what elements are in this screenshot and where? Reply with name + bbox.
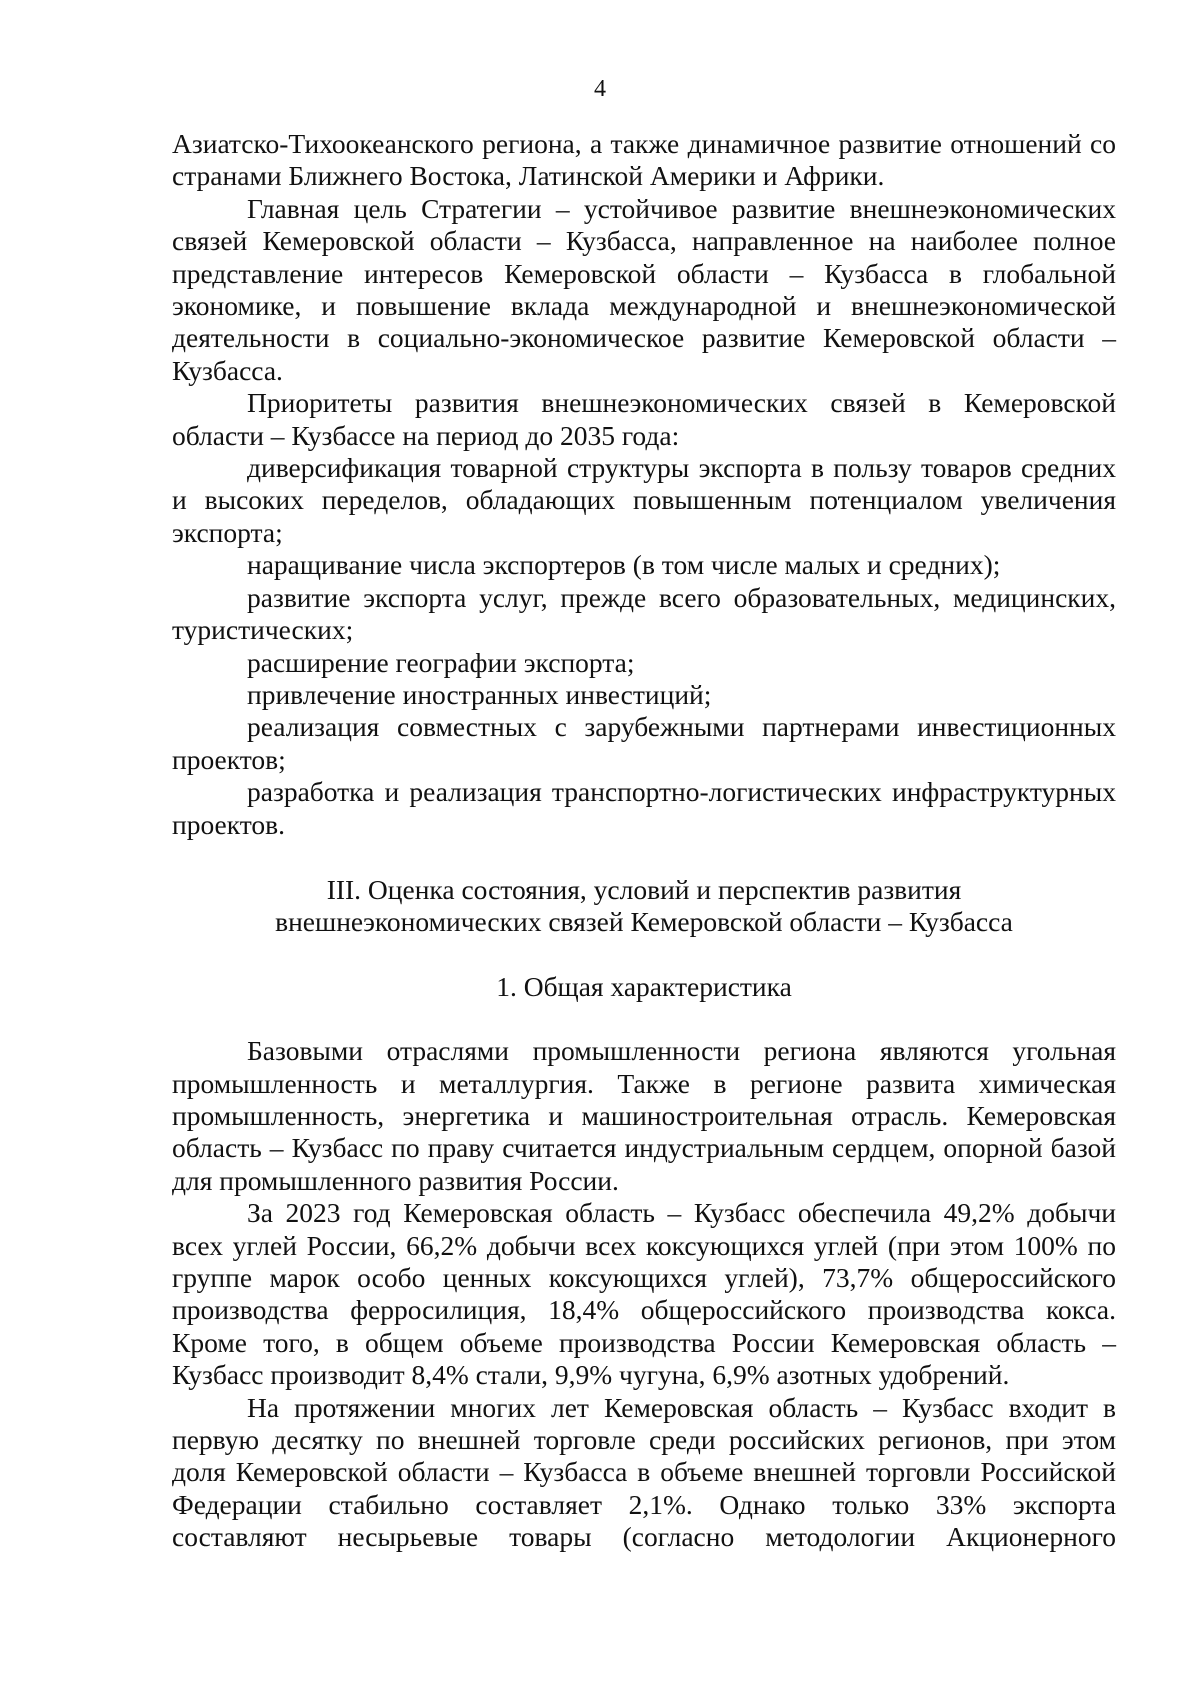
paragraph-2023-statistics: За 2023 год Кемеровская область – Кузбасс обеспечила 49,2% добычи всех углей России, 66,2% добычи всех коксующихся углей (при этом 100% по группе марок особо ценных коксующихся углей), 73,7% общероссийского производства ферросилиция, 18,4% общероссийского производства кокса. Кроме того, в общем объеме производства России Кемеровская область – Кузбасс производит 8,4% стали, 9,9% чугуна, 6,9% азотных удобрений. — [172, 1197, 1116, 1391]
priority-item-logistics: разработка и реализация транспортно-логистических инфраструктурных проектов. — [172, 776, 1116, 840]
subsection-heading: 1. Общая характеристика — [496, 970, 792, 1002]
paragraph-priorities-intro: Приоритеты развития внешнеэкономических связей в Кемеровской области – Кузбассе на период до 2035 года: — [172, 387, 1116, 451]
priority-item-investments: привлечение иностранных инвестиций; — [247, 678, 712, 710]
priority-item-diversification: диверсификация товарной структуры экспорта в пользу товаров средних и высоких переделов, обладающих повышенным потенциалом увеличения экспорта; — [172, 452, 1116, 548]
priority-item-exporters: наращивание числа экспортеров (в том числе малых и средних); — [247, 549, 1001, 581]
priority-item-joint-projects: реализация совместных с зарубежными партнерами инвестиционных проектов; — [172, 711, 1116, 775]
paragraph-foreign-trade: На протяжении многих лет Кемеровская область – Кузбасс входит в первую десятку по внешней торговле среди российских регионов, при этом доля Кемеровской области – Кузбасса в объеме внешней торговли Российской Федерации стабильно составляет 2,1%. Однако только 33% экспорта составляют несырьевые товары (согласно методологии Акционерного — [172, 1391, 1116, 1553]
spacer — [172, 939, 1116, 971]
document-body — [172, 128, 1116, 1554]
section-heading-line-2: внешнеэкономических связей Кемеровской области – Кузбасса — [275, 906, 1013, 938]
spacer — [172, 1003, 1116, 1035]
spacer — [172, 841, 1116, 874]
paragraph-industries: Базовыми отраслями промышленности региона являются угольная промышленность и металлургия. Также в регионе развита химическая промышленность, энергетика и машиностроительная отрасль. Кемеровская область – Кузбасс по праву считается индустриальным сердцем, опорной базой для промышленного развития России. — [172, 1035, 1116, 1196]
section-heading-line-1: III. Оценка состояния, условий и перспектив развития — [326, 873, 962, 905]
paragraph-continuation: Азиатско-Тихоокеанского региона, а также динамичное развитие отношений со странами Ближнего Востока, Латинской Америки и Африки. — [172, 128, 1116, 192]
page-number: 4 — [594, 76, 606, 102]
paragraph-strategy-goal: Главная цель Стратегии – устойчивое развитие внешнеэкономических связей Кемеровской области – Кузбасса, направленное на наиболее полное представление интересов Кемеровской области – Кузбасса в глобальной экономике, и повышение вклада международной и внешнеэкономической деятельности в социально-экономическое развитие Кемеровской области – Кузбасса. — [172, 192, 1116, 386]
priority-item-geography: расширение географии экспорта; — [247, 646, 635, 678]
priority-item-services: развитие экспорта услуг, прежде всего образовательных, медицинских, туристических; — [172, 581, 1116, 646]
